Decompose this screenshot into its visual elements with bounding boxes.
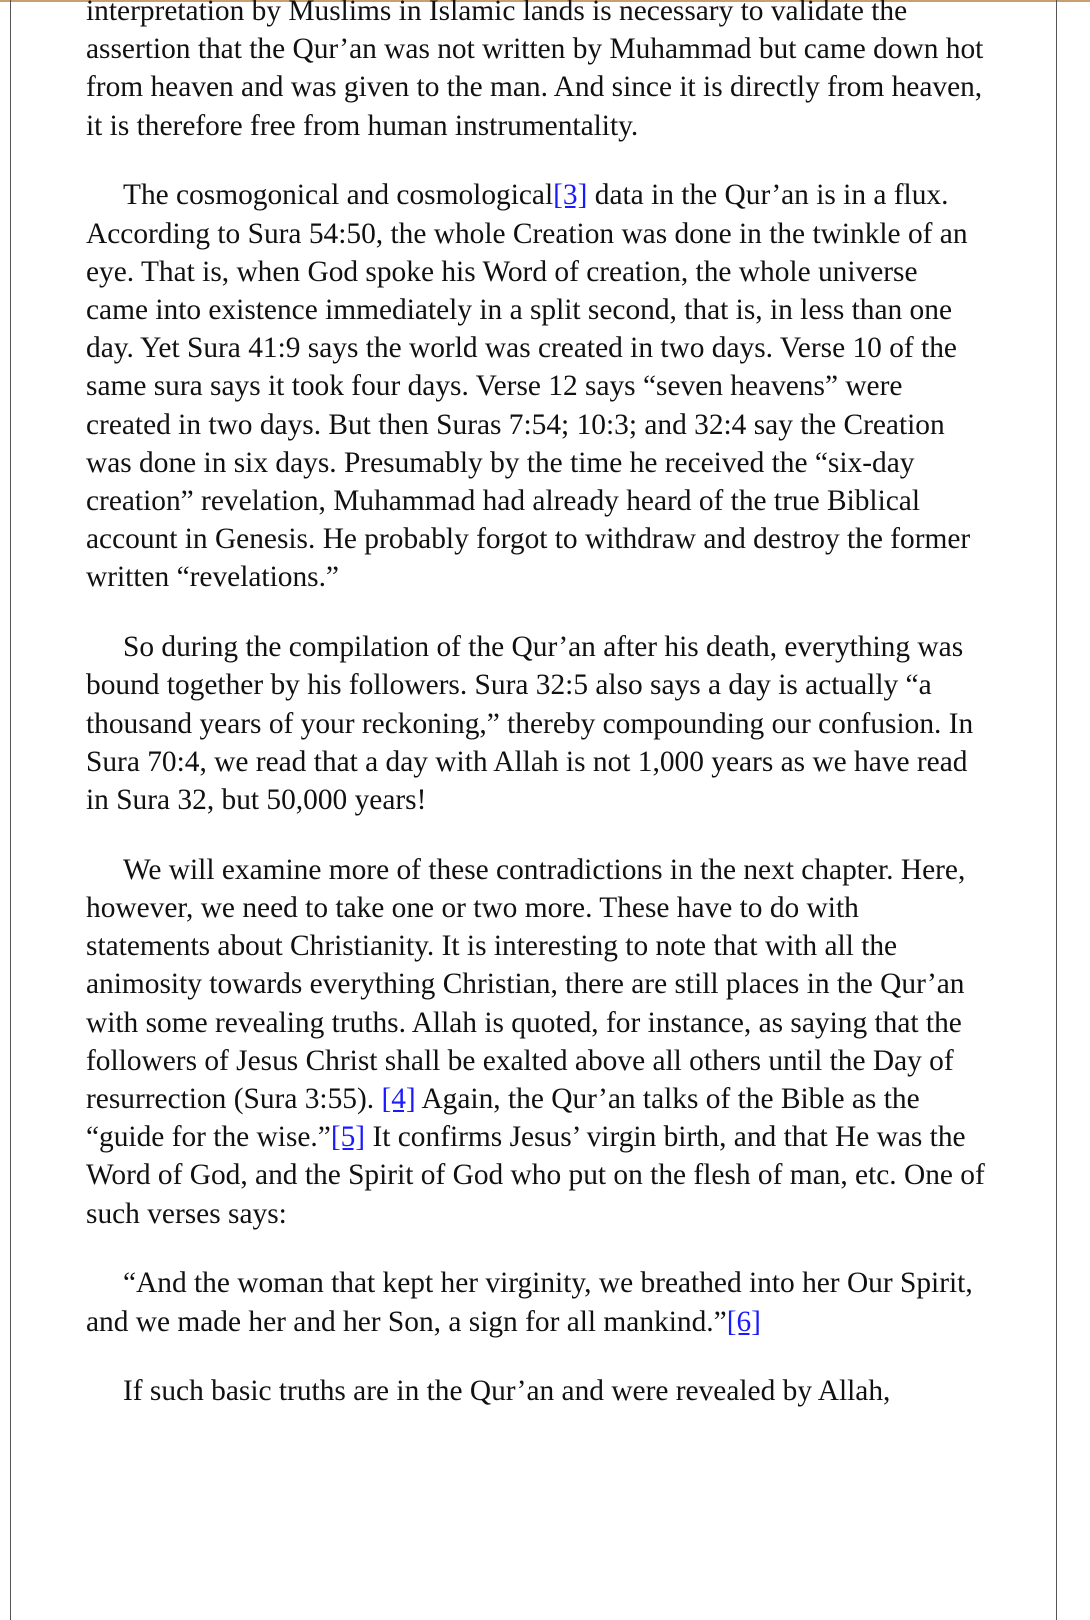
- paragraph: [86, 1372, 986, 1410]
- paragraph-text: It confirms Jesus’ virgin birth, and that He was the Word of God, and the Spirit of God who put on the flesh of man, etc. One of such verses says:: [86, 1121, 985, 1230]
- document-body: [86, 0, 986, 1442]
- footnote-link[interactable]: [3]: [553, 179, 588, 212]
- footnote-link[interactable]: [5]: [330, 1121, 366, 1154]
- paragraph-text: If such basic truths are in the Qur’an and were revealed by Allah,: [123, 1375, 891, 1408]
- paragraph: [86, 628, 986, 819]
- paragraph-text: The cosmogonical and cosmological: [123, 179, 554, 212]
- paragraph: [86, 851, 986, 1233]
- paragraph-text: data in the Qur’an is in a flux. According to Sura 54:50, the whole Creation was done in the twinkle of an eye. That is, when God spoke his Word of creation, the whole universe came into existence immediately in a split second, that is, in less than one day. Yet Sura 41:9 says the world was created in two days. Verse 10 of the same sura says it took four days. Verse 12 says “seven heavens” were created in two days. But then Suras 7:54; 10:3; and 32:4 say the Creation was done in six days. Presumably by the time he received the “six-day creation” revelation, Muhammad had already heard of the true Biblical account in Genesis. He probably forgot to withdraw and destroy the former written “revelations.”: [86, 179, 971, 594]
- paragraph-text: “And the woman that kept her virginity, we breathed into her Our Spirit, and we made her and her Son, a sign for all mankind.”: [86, 1267, 973, 1338]
- paragraph-text: interpretation by Muslims in Islamic lands is necessary to validate the assertion that the Qur’an was not written by Muhammad but came down hot from heaven and was given to the man. And since it is directly from heaven, it is therefore free from human instrumentality.: [86, 0, 984, 142]
- paragraph: [86, 1264, 986, 1340]
- footnote-link[interactable]: [6]: [726, 1305, 761, 1338]
- paragraph-text: Again, the Qur’an talks of the Bible as the “guide for the wise.”: [86, 1083, 920, 1154]
- paragraph-text: So during the compilation of the Qur’an after his death, everything was bound together by his followers. Sura 32:5 also says a day is actually “a thousand years of your reckoning,” thereby compounding our confusion. In Sura 70:4, we read that a day with Allah is not 1,000 years as we have read in Sura 32, but 50,000 years!: [86, 631, 974, 817]
- paragraph: [86, 0, 986, 145]
- paragraph-text: We will examine more of these contradictions in the next chapter. Here, however, we need to take one or two more. These have to do with statements about Christianity. It is interesting to note that with all the animosity towards everything Christian, there are still places in the Qur’an with some revealing truths. Allah is quoted, for instance, as saying that the followers of Jesus Christ shall be exalted above all others until the Day of resurrection (Sura 3:55).: [86, 853, 966, 1116]
- paragraph: [86, 176, 986, 596]
- footnote-link[interactable]: [4]: [381, 1083, 416, 1116]
